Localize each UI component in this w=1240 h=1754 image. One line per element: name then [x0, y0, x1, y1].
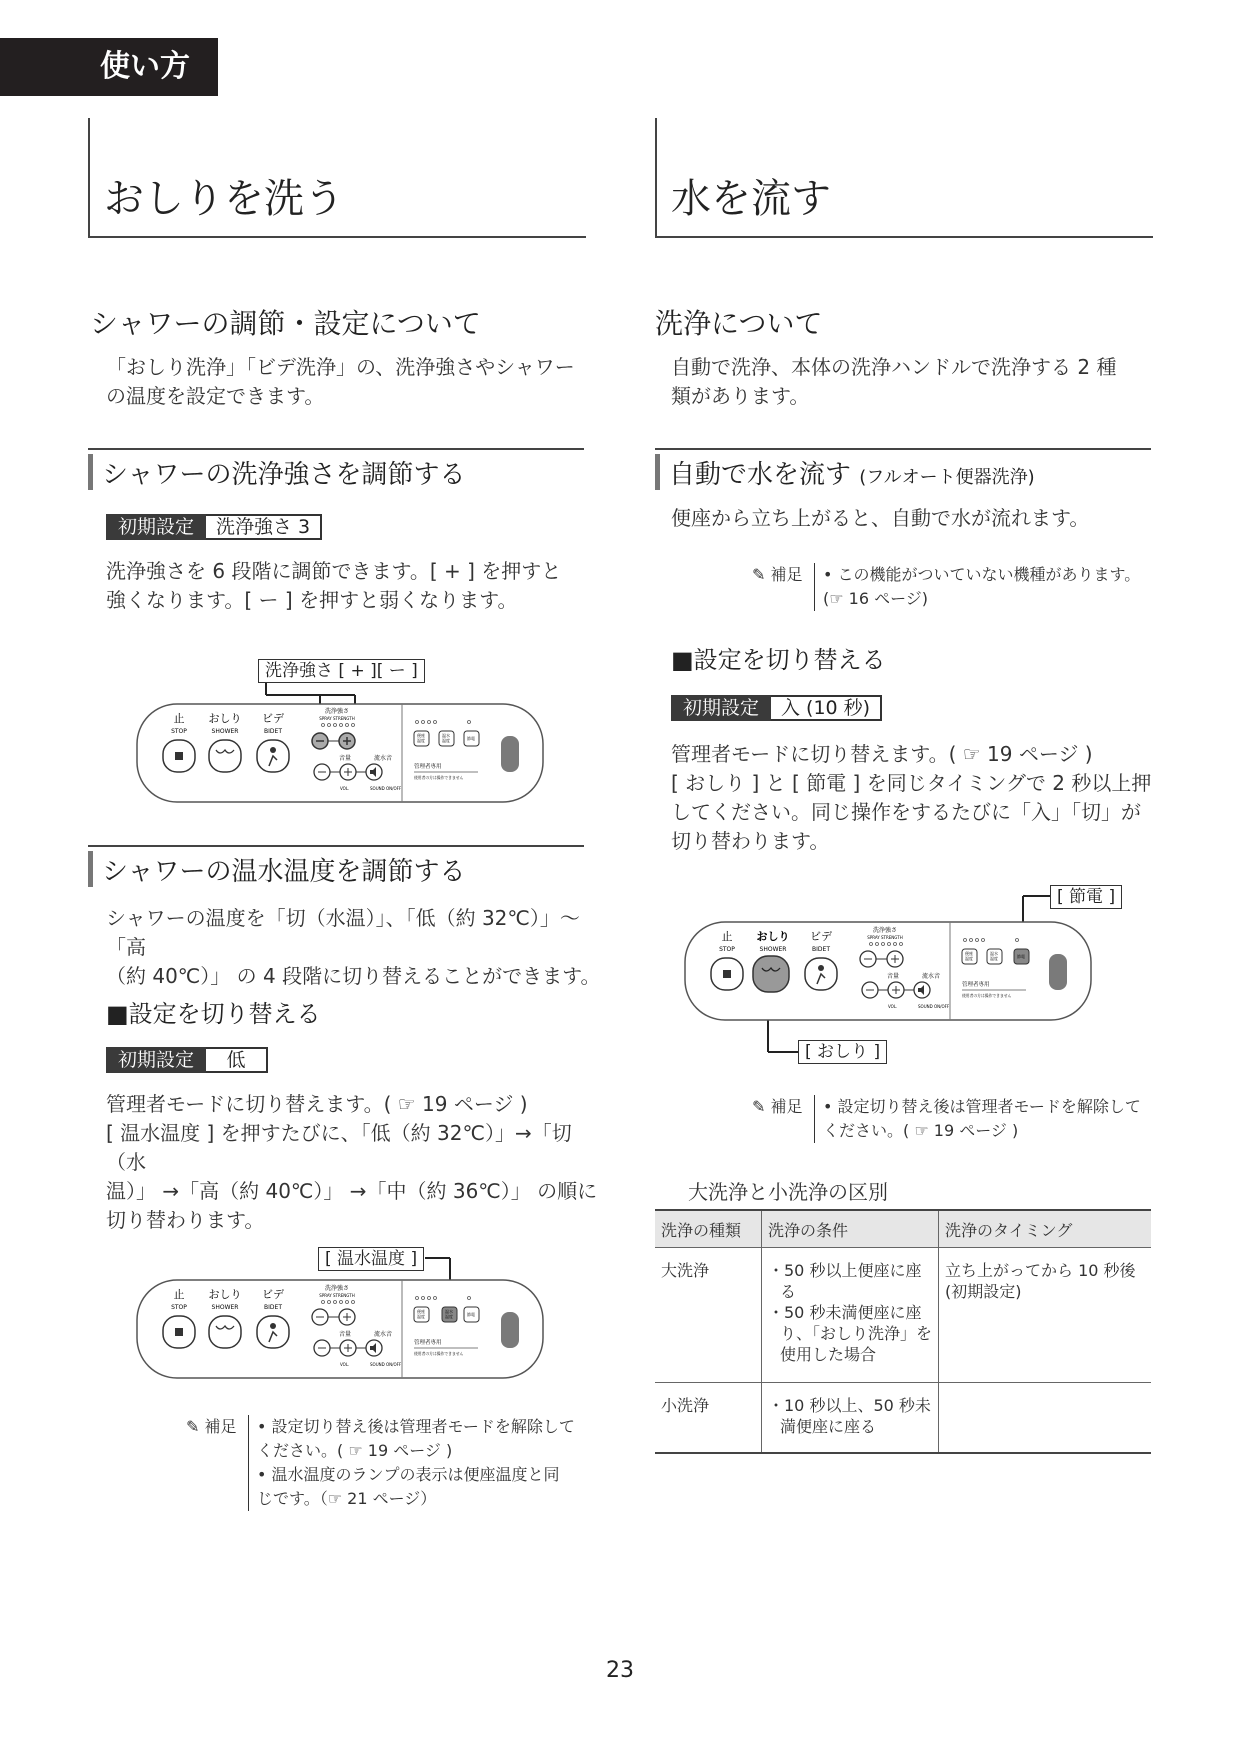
section-title: シャワーの調節・設定について: [90, 307, 481, 340]
auto-flush-title: 自動で水を流す (フルオート便器洗浄): [669, 460, 1035, 490]
svg-text:STOP: STOP: [719, 946, 735, 953]
svg-text:SOUND ON/OFF: SOUND ON/OFF: [370, 786, 402, 791]
svg-text:VOL.: VOL.: [888, 1004, 898, 1009]
svg-text:おしり: おしり: [208, 1288, 242, 1301]
table-caption: 大洗浄と小洗浄の区別: [688, 1180, 888, 1204]
svg-text:温度: 温度: [445, 1314, 453, 1319]
svg-text:音量: 音量: [339, 1331, 352, 1338]
section-title: 洗浄について: [655, 307, 823, 340]
svg-text:VOL.: VOL.: [340, 1362, 350, 1367]
svg-text:SHOWER: SHOWER: [211, 1304, 239, 1311]
svg-text:ビデ: ビデ: [810, 930, 832, 943]
flush-type-table: 洗浄の種類 洗浄の条件 洗浄のタイミング 大洗浄 ・50 秒以上便座に座 る ・50 秒未満便座に座 り、「おしり洗浄」を 使用した場合 立ち上がってから 10 秒後 (初期設定) 小洗浄 ・10 秒以上、50 秒未 満便座に座る: [655, 1209, 1151, 1454]
svg-text:温度: 温度: [965, 956, 973, 961]
chapter-heading-left: [88, 118, 586, 238]
svg-text:SHOWER: SHOWER: [211, 728, 239, 735]
table-row: 小洗浄 ・10 秒以上、50 秒未 満便座に座る: [655, 1383, 1151, 1453]
auto-flush-body: 便座から立ち上がると、自動で水が流れます。: [671, 506, 1090, 530]
intro-text: 「おしり洗浄」「ビデ洗浄」の、洗浄強さやシャワー の温度を設定できます。: [106, 355, 575, 408]
temp-title: シャワーの温水温度を調節する: [102, 857, 466, 887]
svg-text:温度: 温度: [417, 1314, 425, 1319]
note-temp: ✎ 補足 • 設定切り替え後は管理者モードを解除して ください。( ☞ 19 ページ ) • 温水温度のランプの表示は便座温度と同 じです。（☞ 21 ページ）: [186, 1415, 606, 1515]
initial-setting-auto: 初期設定 入 (10 秒): [671, 695, 882, 721]
svg-text:SPRAY STRENGTH: SPRAY STRENGTH: [319, 1293, 355, 1298]
svg-text:おしり: おしり: [756, 930, 790, 943]
svg-text:管理者専用: 管理者専用: [962, 982, 990, 988]
temp-switch-title: ■設定を切り替える: [106, 1000, 321, 1028]
svg-text:使用者の方は操作できません: 使用者の方は操作できません: [414, 1351, 464, 1356]
svg-text:温水: 温水: [990, 951, 998, 956]
svg-text:便座: 便座: [417, 733, 425, 738]
chapter-title: 水を流す: [671, 176, 831, 222]
auto-switch-body: 管理者モードに切り替えます。( ☞ 19 ページ ) [ おしり ] と [ 節電 ] を同じタイミングで 2 秒以上押 してください。同じ操作をするたびに「入」「切」が 切り替わります。: [671, 742, 1152, 853]
svg-text:VOL.: VOL.: [340, 786, 350, 791]
svg-text:温度: 温度: [417, 738, 425, 743]
svg-text:SPRAY STRENGTH: SPRAY STRENGTH: [867, 935, 903, 940]
svg-text:洗浄強さ: 洗浄強さ: [324, 1285, 350, 1292]
section-label: 使い方: [100, 49, 190, 84]
svg-text:流水音: 流水音: [374, 1331, 393, 1338]
initial-setting-temp: 初期設定 低: [106, 1047, 268, 1073]
svg-text:BIDET: BIDET: [812, 946, 830, 953]
svg-text:洗浄強さ: 洗浄強さ: [872, 927, 898, 934]
callout-setsuden: [ 節電 ]: [1050, 885, 1122, 909]
auto-flush-heading: [655, 448, 1151, 496]
svg-text:止: 止: [173, 712, 185, 725]
section-tab: [0, 38, 218, 96]
temp-heading: [88, 845, 584, 893]
svg-text:使用者の方は操作できません: 使用者の方は操作できません: [414, 775, 464, 780]
intro-text: 自動で洗浄、本体の洗浄ハンドルで洗浄する 2 種 類があります。: [671, 355, 1117, 408]
strength-title: シャワーの洗浄強さを調節する: [102, 460, 466, 490]
callout-strength: 洗浄強さ [ + ][ ー ]: [258, 659, 425, 683]
table-row: 大洗浄 ・50 秒以上便座に座 る ・50 秒未満便座に座 り、「おしり洗浄」を 使用した場合 立ち上がってから 10 秒後 (初期設定): [655, 1248, 1151, 1383]
chapter-heading-right: [655, 118, 1153, 238]
svg-text:温水: 温水: [442, 733, 450, 738]
svg-text:STOP: STOP: [171, 728, 187, 735]
svg-text:ビデ: ビデ: [262, 712, 284, 725]
svg-text:SPRAY STRENGTH: SPRAY STRENGTH: [319, 716, 355, 721]
svg-text:音量: 音量: [339, 755, 352, 762]
svg-text:流水音: 流水音: [374, 755, 393, 762]
note-auto: ✎ 補足 • この機能がついていない機種があります。 (☞ 16 ページ): [752, 563, 1152, 613]
svg-text:温水: 温水: [445, 1309, 453, 1314]
chapter-title: おしりを洗う: [104, 176, 344, 222]
note-auto-2: ✎ 補足 • 設定切り替え後は管理者モードを解除して ください。( ☞ 19 ページ ): [752, 1095, 1152, 1145]
svg-text:SOUND ON/OFF: SOUND ON/OFF: [370, 1362, 402, 1367]
strength-heading: [88, 448, 584, 496]
svg-text:使用者の方は操作できません: 使用者の方は操作できません: [962, 993, 1012, 998]
initial-setting-strength: 初期設定 洗浄強さ 3: [106, 514, 322, 540]
svg-text:便座: 便座: [417, 1309, 425, 1314]
pencil-icon: ✎: [752, 1097, 766, 1116]
svg-text:STOP: STOP: [171, 1304, 187, 1311]
svg-text:節電: 節電: [467, 736, 475, 741]
svg-text:音量: 音量: [887, 973, 900, 980]
strength-body: 洗浄強さを 6 段階に調節できます。[ + ] を押すと 強くなります。[ ー ] を押すと弱くなります。: [106, 559, 562, 612]
svg-text:管理者専用: 管理者専用: [414, 764, 442, 770]
svg-text:温度: 温度: [990, 956, 998, 961]
callout-temp: [ 温水温度 ]: [318, 1247, 424, 1271]
svg-text:洗浄強さ: 洗浄強さ: [324, 708, 350, 715]
svg-text:温度: 温度: [442, 738, 450, 743]
svg-text:止: 止: [173, 1288, 185, 1301]
svg-text:BIDET: BIDET: [264, 1304, 282, 1311]
svg-text:BIDET: BIDET: [264, 728, 282, 735]
temp-body: シャワーの温度を「切（水温）」、「低（約 32℃）」～「高 （約 40℃）」 の 4 段階に切り替えることができます。: [106, 906, 601, 988]
svg-text:SHOWER: SHOWER: [759, 946, 787, 953]
pencil-icon: ✎: [186, 1417, 200, 1436]
pencil-icon: ✎: [752, 565, 766, 584]
svg-text:管理者専用: 管理者専用: [414, 1340, 442, 1346]
svg-text:節電: 節電: [467, 1312, 475, 1317]
svg-text:ビデ: ビデ: [262, 1288, 284, 1301]
callout-oshiri: [ おしり ]: [798, 1040, 887, 1064]
temp-switch-body: 管理者モードに切り替えます。( ☞ 19 ページ ) [ 温水温度 ] を押すたびに、「低（約 32℃）」→「切（水 温）」 →「高（約 40℃）」 →「中（約 36℃）」 の順に 切り替わります。: [106, 1092, 598, 1232]
note-label: ✎ 補足: [186, 1417, 237, 1436]
svg-text:おしり: おしり: [208, 712, 242, 725]
svg-text:SOUND ON/OFF: SOUND ON/OFF: [918, 1004, 950, 1009]
svg-text:便座: 便座: [965, 951, 973, 956]
page-number: 23: [606, 1658, 634, 1683]
auto-switch-title: ■設定を切り替える: [671, 646, 886, 674]
svg-text:流水音: 流水音: [922, 973, 941, 980]
svg-text:節電: 節電: [1017, 954, 1025, 959]
svg-text:止: 止: [721, 930, 733, 943]
